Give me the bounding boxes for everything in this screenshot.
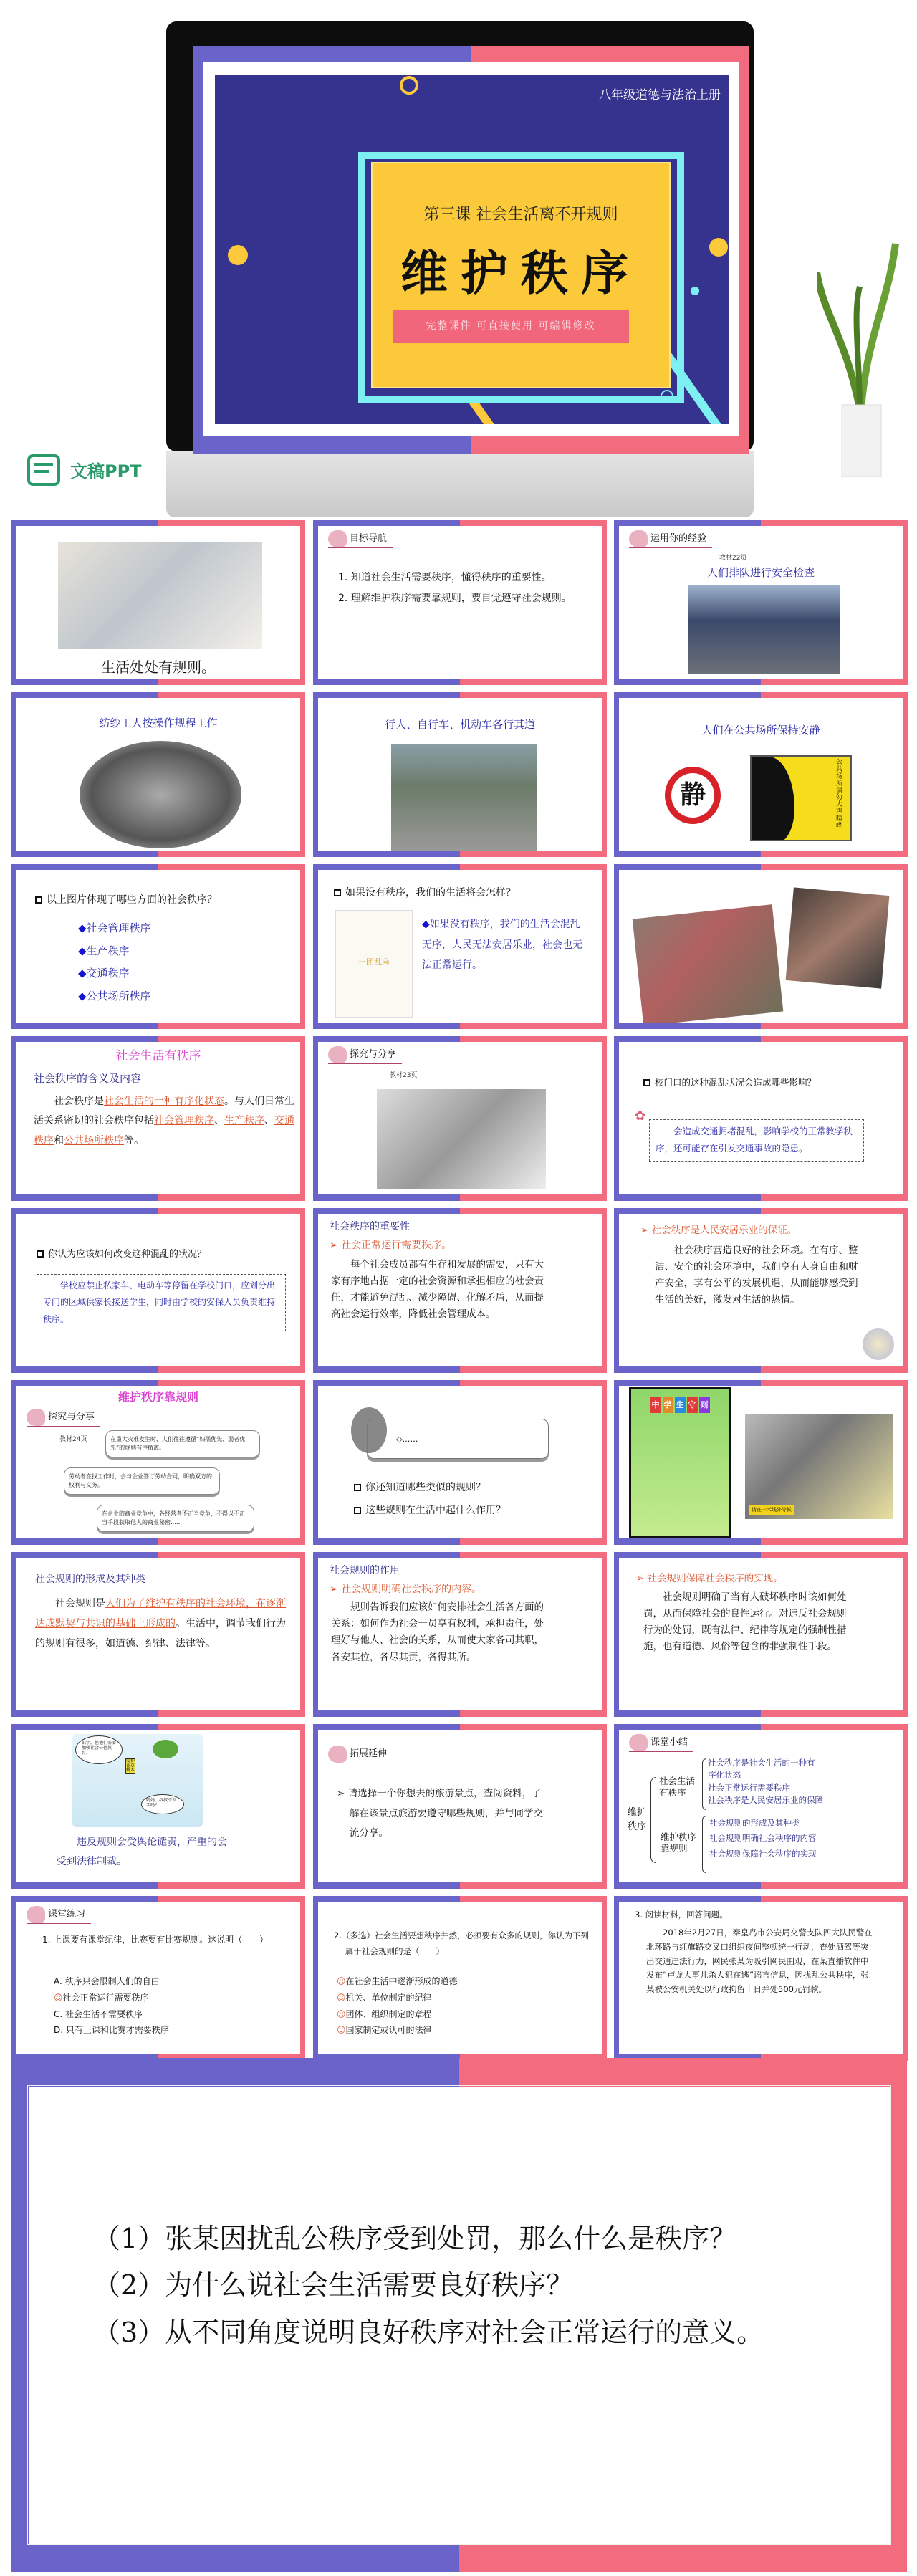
slide-experience [614, 520, 908, 685]
caption: 生活处处有规则。 [101, 659, 216, 676]
answer-box: 会造成交通拥堵混乱，影响学校的正常教学秩序，还可能存在引发交通事故的隐患。 [649, 1119, 864, 1162]
figure-icon [27, 1409, 45, 1426]
slide-social-order [11, 1036, 305, 1201]
lesson-title: 第三课 社会生活离不开规则 [423, 206, 618, 224]
figure-icon [27, 1906, 45, 1923]
monitor-chin [166, 451, 754, 517]
info-card: 在企业的商业竞争中，各经营者不正当竞争，不得以不正当手段获取他人的商业秘密…… [97, 1505, 254, 1532]
definition: 社会秩序是社会生活的一种有序化状态。与人们日常生活关系密切的社会秩序包括社会管理秩序、生产秩序、交通秩序和公共场所秩序等。 [34, 1096, 294, 1146]
brace-icon [702, 1816, 706, 1873]
slide-traffic [313, 692, 607, 857]
figure-icon [629, 530, 648, 547]
plant-decoration [817, 229, 903, 480]
security-check-photo [688, 585, 840, 674]
cover-title: 维护秩序 [400, 246, 641, 301]
slide-gate-impact [614, 1036, 908, 1201]
cover-slide [193, 46, 749, 454]
slide-textile [11, 692, 305, 857]
question: 如果没有秩序，我们的生活将会怎样？ [334, 884, 516, 902]
slide-chaos-photos [614, 864, 908, 1029]
order-item: ◆交通秩序 [78, 967, 130, 980]
worker-photo [80, 741, 241, 848]
mindmap-branch: 社会生活有秩序 [659, 1776, 696, 1799]
definition: 社会规则是人们为了维护有秩序的社会环境，在逐渐达成默契与共识的基础上形成的。生活中，调节我们行为的规则有很多，如道德、纪律、法律等。 [35, 1598, 286, 1649]
answer-box: 学校应禁止私家车、电动车等停留在学校门口，应划分出专门的区域供家长接送学生，同时由学校的安保人员负责维持秩序。 [37, 1274, 286, 1331]
figure-icon [328, 1046, 347, 1063]
crowd-photo [786, 887, 890, 988]
order-item: ◆生产秩序 [78, 944, 130, 957]
option[interactable]: ☺机关、单位制定的纪律 [337, 1992, 432, 2003]
option[interactable]: ☺团体、组织制定的章程 [337, 2008, 432, 2019]
slide-guarantee [614, 1208, 908, 1373]
slide-questions [11, 2058, 907, 2572]
question: （1）张某因扰乱公秩序受到处罚，那么什么是秩序？ [93, 2223, 737, 2254]
answer: ◆如果没有秩序，我们的生活会混乱无序，人民无法安居乐业，社会也无法正常运行。 [422, 919, 582, 972]
slide-no-order [313, 864, 607, 1029]
slide-rule-guarantee [614, 1552, 908, 1717]
mindmap-branch: 维护秩序靠规则 [661, 1832, 697, 1854]
slide-rule-photos [614, 1380, 908, 1545]
slide-title: 人们在公共场所保持安静 [701, 724, 820, 737]
slide-title: 纺纱工人按操作规程工作 [99, 717, 218, 729]
section-badge: 探究与分享 [328, 1046, 402, 1064]
logo-icon [24, 449, 67, 492]
slide-similar-rules [313, 1380, 607, 1545]
flower-icon: ✿ [635, 1109, 646, 1124]
quiet-sign: 静 [665, 767, 721, 824]
queue-line-photo: 请在一米线外等候 [745, 1414, 893, 1519]
order-item: ◆社会管理秩序 [78, 921, 151, 934]
body-text: 社会秩序营造良好的社会环境。在有序、整洁、安全的社会环境中，我们享有人身自由和财产安全，享有公平的发展机遇，从而能够感受到生活的美好，激发对生活的热情。 [655, 1245, 858, 1306]
page-ref: 教材23页 [390, 1072, 418, 1079]
slide-exercise-2 [313, 1896, 607, 2061]
section-badge: 运用你的经验 [629, 530, 712, 548]
slide-title: 社会生活有秩序 [115, 1049, 201, 1063]
body-text: 规则告诉我们应该如何安排社会生活各方面的关系：如何作为社会一员享有权利，承担责任，处理好与他人、社会的关系，从而使大家各司其职，各安其位，各尽其责，各得其所。 [331, 1601, 544, 1663]
traffic-jam-photo [633, 904, 784, 1023]
subtitle: 社会规则的作用 [330, 1565, 400, 1576]
slide-extension [313, 1724, 607, 1889]
question: 1. 上课要有课堂纪律，比赛要有比赛规则。这说明（ ） [42, 1935, 269, 1945]
mindmap-leaf: 社会正常运行需要秩序 [708, 1782, 790, 1793]
page-ref: 教材22页 [719, 555, 747, 562]
mindmap-leaf: 社会规则的形成及其种类 [709, 1818, 800, 1828]
question-title: 3. 阅读材料，回答问题。 [635, 1910, 728, 1920]
slide-exercise-1 [11, 1896, 305, 2061]
slide-importance [313, 1208, 607, 1373]
point: ➢ 社会正常运行需要秩序。 [330, 1240, 452, 1251]
classroom-photo [58, 542, 262, 649]
order-item: ◆公共场所秩序 [78, 989, 151, 1002]
body-text: 每个社会成员都有生存和发展的需要，只有大家有序地占据一定的社会资源和承担相应的社会责任，才能避免混乱、减少障碍、化解矛盾，从而提高社会运行效率，降低社会管理成本。 [331, 1259, 544, 1320]
option[interactable]: A. 秩序只会限制人们的自由 [54, 1976, 160, 1986]
section-badge: 课堂小结 [629, 1734, 693, 1752]
mindmap-leaf: 社会规则保障社会秩序的实现 [709, 1848, 817, 1859]
cartoon-illustration: 识字，但他们需要加强社会公德教育。 爱护花草树木 妈妈，叔叔不识字吗？ [72, 1734, 203, 1827]
question-list [93, 2216, 831, 2356]
quiet-poster: 公共场所 请勿大声喧哗 [750, 755, 852, 841]
body-text: 社会规则明确了当有人破坏秩序时该如何处罚，从而保障社会的良性运行。对违反社会规则行为的处罚，既有法律、纪律等规定的强制性措施，也有道德、风俗等包含的非强制性手段。 [643, 1591, 847, 1652]
slide-rule-function [313, 1552, 607, 1717]
slide-title: 人们排队进行安全检查 [706, 566, 815, 579]
question: （2）为什么说社会生活需要良好秩序？ [93, 2269, 574, 2302]
option[interactable]: ☺在社会生活中逐渐形成的道德 [337, 1976, 458, 1986]
section-badge: 拓展延伸 [328, 1746, 393, 1763]
slide-rule-formation [11, 1552, 305, 1717]
subtitle: 社会规则的形成及其种类 [35, 1574, 145, 1585]
figure-icon [629, 1734, 648, 1751]
mindmap-root: 维护秩序 [628, 1807, 647, 1832]
section-badge: 探究与分享 [27, 1409, 100, 1427]
intersection-photo [391, 744, 537, 851]
logo-text: 文稿PPT [70, 461, 142, 482]
figure-icon [328, 1746, 347, 1763]
school-gate-illustration [377, 1089, 546, 1189]
info-card: ◇…… [367, 1419, 549, 1459]
mindmap-leaf: 社会规则明确社会秩序的内容 [709, 1833, 817, 1844]
slide-rules-explore [11, 1380, 305, 1545]
tangle-illustration: 一团乱麻 [335, 910, 413, 1018]
question: 2.（多选）社会生活要想秩序井然，必须要有众多的规则，你认为下列属于社会规则的是（ ） [334, 1930, 589, 1957]
caption: 违反规则会受舆论谴责，严重的会受到法律制裁。 [57, 1837, 227, 1867]
tagline: 完整课件 可直接使用 可编辑修改 [393, 310, 629, 343]
subtitle: 社会秩序的含义及内容 [34, 1072, 142, 1085]
point: ➢ 社会秩序是人民安居乐业的保证。 [640, 1225, 797, 1236]
slide-quiet [614, 692, 908, 857]
point: ➢ 社会规则明确社会秩序的内容。 [330, 1584, 482, 1595]
question: 以上图片体现了哪些方面的社会秩序？ [35, 891, 217, 909]
brace-icon [702, 1758, 706, 1810]
slide-title: 行人、自行车、机动车各行其道 [384, 718, 535, 731]
slide-summary [614, 1724, 908, 1889]
option[interactable]: ☺社会正常运行需要秩序 [54, 1992, 149, 2003]
material-text: 2018年2月27日，秦皇岛市公安局交警支队四大队民警在北环路与红旗路交叉口组织夜间整顿统一行动，查处酒驾等突出交通违法行为，网民张某为吸引网民围观，在某直播软件中发布“卢龙大事儿杀人犯在逃”谣言信息，因扰乱公共秩序，张某被公安机关处以行政拘留十日并处500元罚款。 [646, 1928, 873, 1995]
section-badge: 课堂练习 [27, 1906, 91, 1924]
goal-item: 2. 理解维护秩序需要靠规则，要自觉遵守社会规则。 [338, 593, 572, 605]
brand-logo [24, 449, 168, 492]
slide-violation [11, 1724, 305, 1889]
option[interactable]: ☺国家制定或认可的法律 [337, 2025, 432, 2036]
subtitle: 社会秩序的重要性 [330, 1221, 410, 1232]
goal-item: 1. 知道社会生活需要秩序，懂得秩序的重要性。 [338, 572, 552, 583]
question: （3）从不同角度说明良好秩序对社会正常运行的意义。 [93, 2316, 764, 2348]
page-ref: 教材24页 [59, 1436, 87, 1443]
question: 你认为应该如何改变这种混乱的状况？ [37, 1247, 206, 1263]
slide-change-chaos [11, 1208, 305, 1373]
question: 这些规则在生活中起什么作用？ [354, 1499, 506, 1522]
slide-goals [313, 520, 607, 685]
brace-icon [650, 1777, 656, 1863]
section-badge: 目标导航 [328, 530, 393, 548]
student-code-poster: 中 学 生 守 则 [629, 1387, 731, 1538]
slide-life-rules [11, 520, 305, 685]
question: 校门口的这种混乱状况会造成哪些影响？ [643, 1075, 816, 1091]
slide-explore-23 [313, 1036, 607, 1201]
figure-icon [328, 530, 347, 547]
option[interactable]: D. 只有上课和比赛才需要秩序 [54, 2025, 169, 2036]
option[interactable]: C. 社会生活不需要秩序 [54, 2008, 143, 2019]
city-illustration [863, 1328, 894, 1360]
point: ➢ 社会规则保障社会秩序的实现。 [636, 1573, 783, 1584]
question: 你还知道哪些类似的规则？ [354, 1476, 506, 1499]
mindmap-leaf: 社会秩序是社会生活的一种有序化状态 [708, 1758, 815, 1781]
grade-label: 八年级道德与法治上册 [599, 88, 721, 102]
slide-order-types [11, 864, 305, 1029]
slide-title: 维护秩序靠规则 [117, 1390, 198, 1404]
slide-exercise-3 [614, 1896, 908, 2061]
mindmap-leaf: 社会秩序是人民安居乐业的保障 [708, 1794, 823, 1805]
info-card: 在重大灾难发生时，人们往往遵循“妇孺优先、弱者优先”的规则有序撤离。 [105, 1430, 260, 1457]
task-text: ➢ 请选择一个你想去的旅游景点，查阅资料，了解在该景点旅游要遵守哪些规则，并与同学交流分享。 [337, 1788, 543, 1839]
info-card: 劳动者在找工作时，会与企业签订劳动合同，明确双方的权利与义务。 [64, 1467, 220, 1495]
